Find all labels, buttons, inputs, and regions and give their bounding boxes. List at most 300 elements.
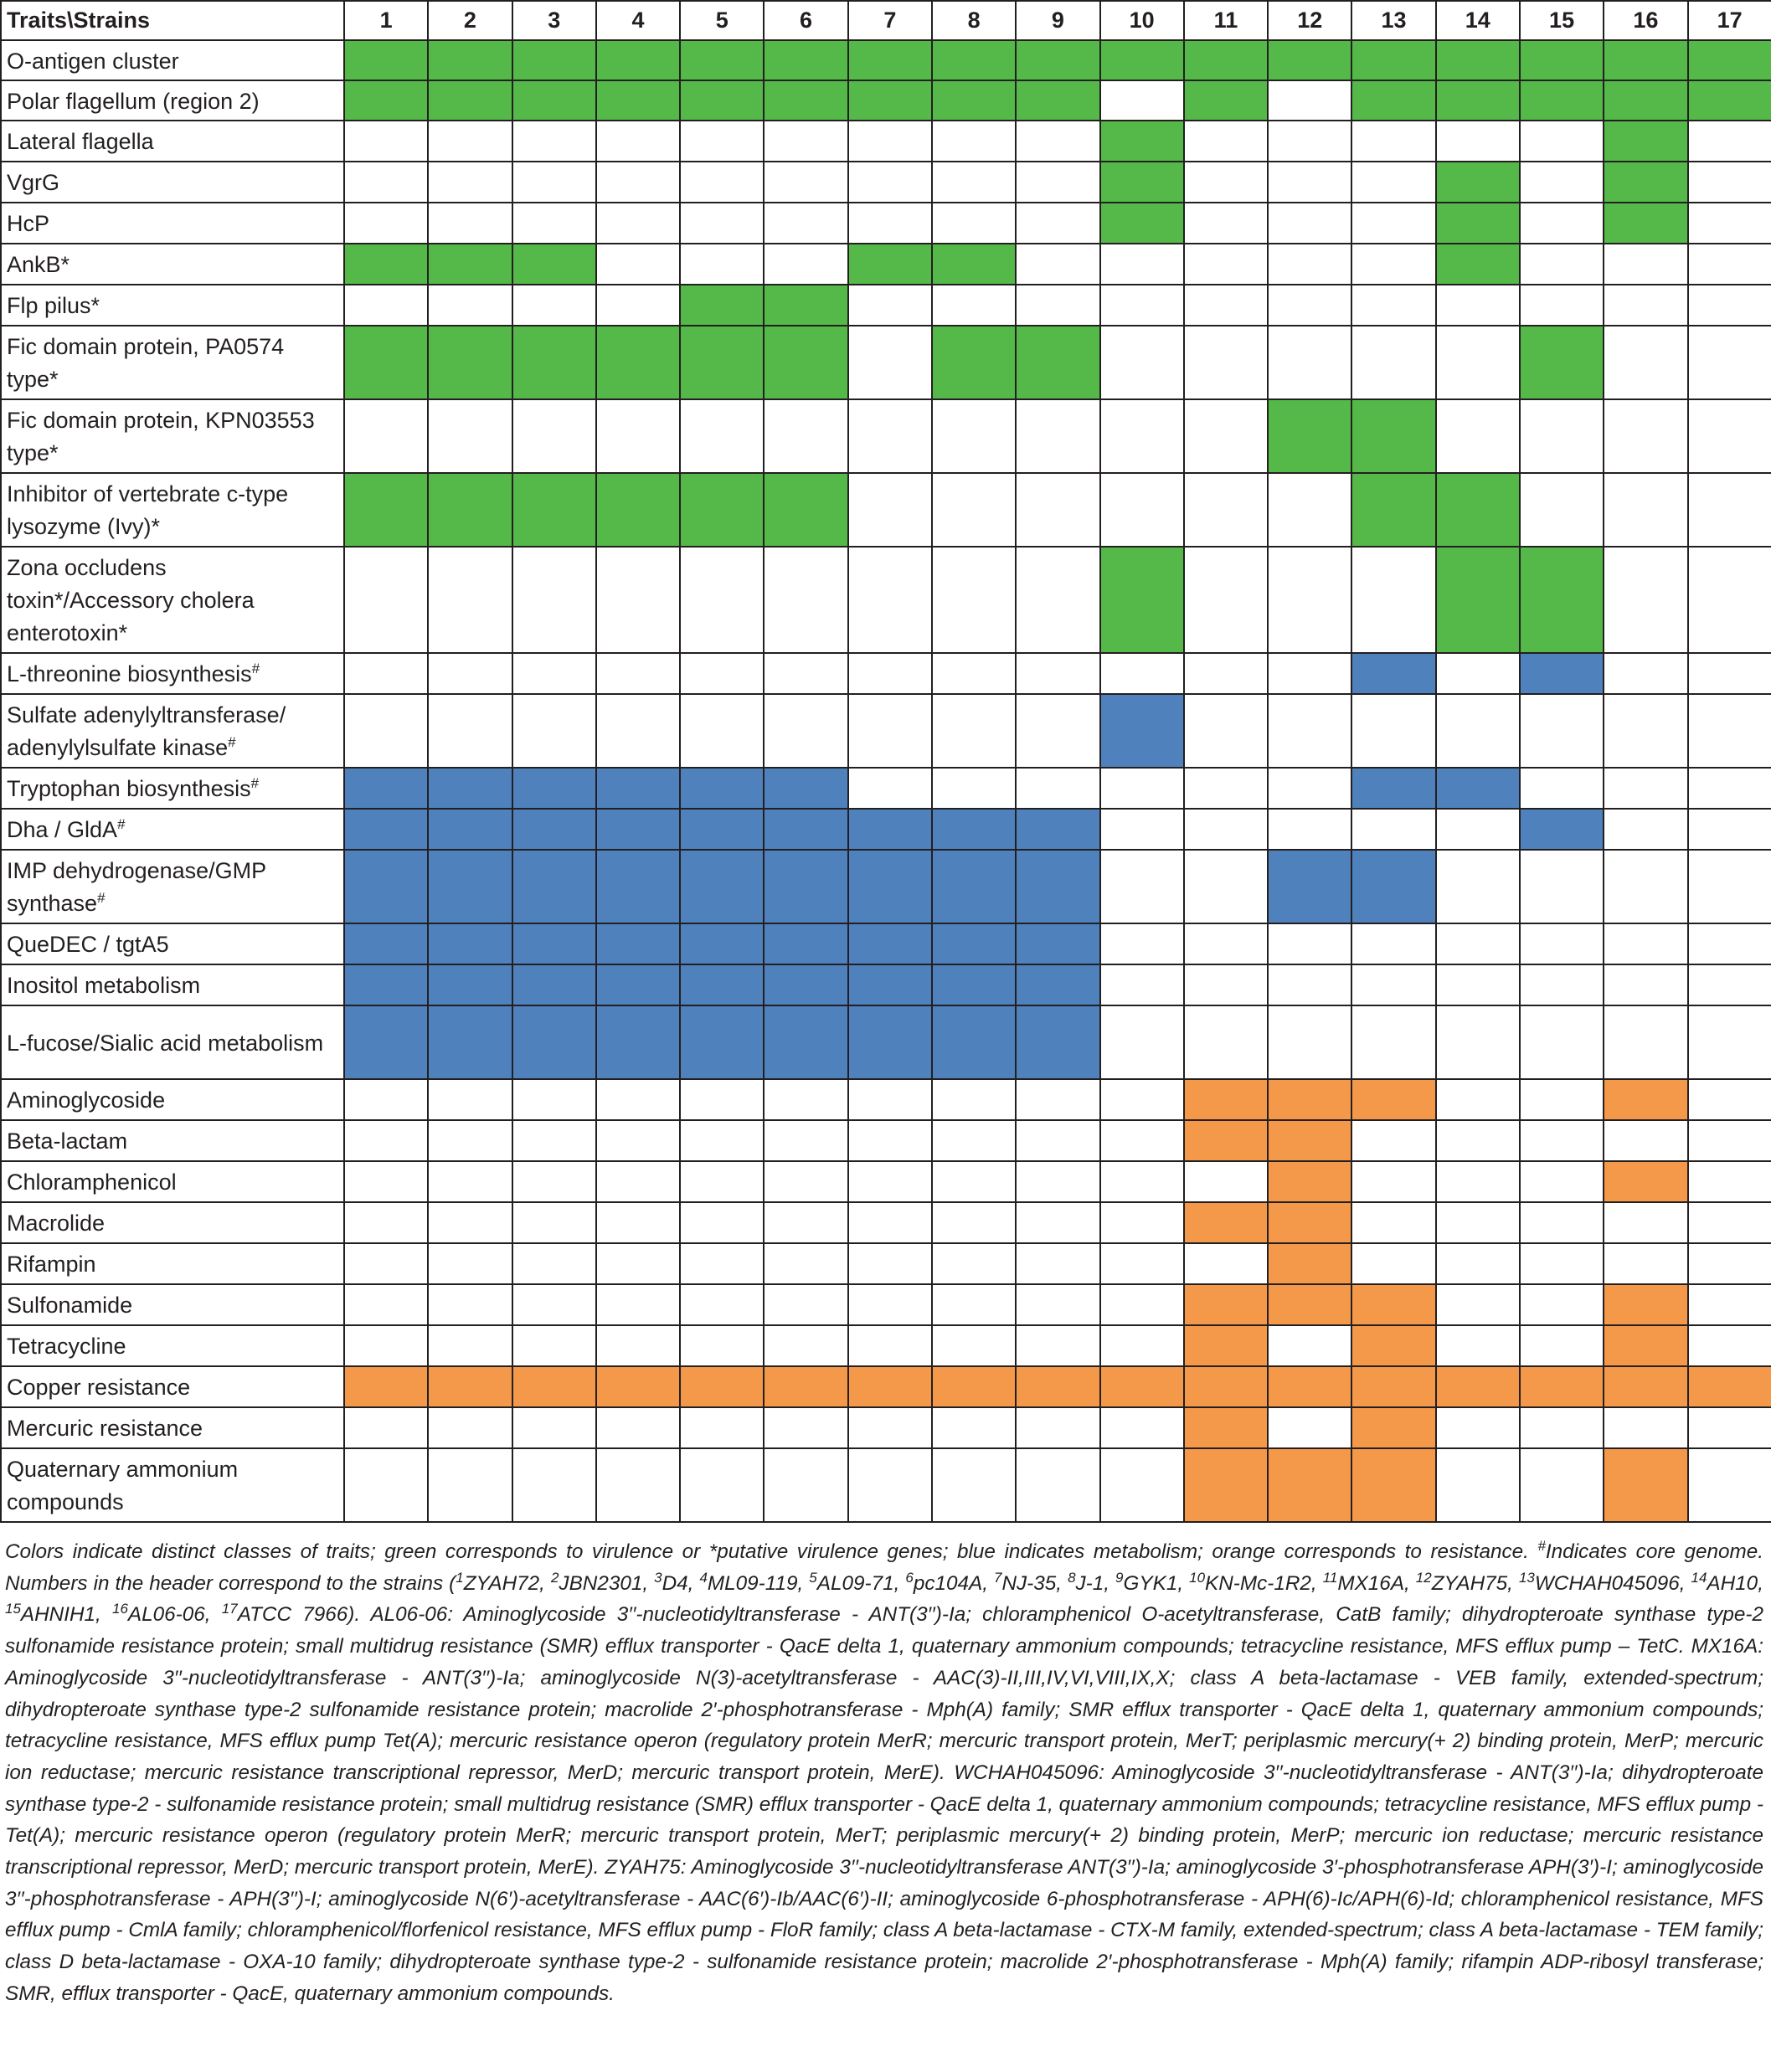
trait-cell: [932, 1325, 1016, 1366]
trait-cell: [1016, 473, 1099, 547]
trait-cell: [512, 923, 596, 964]
trait-cell: [512, 473, 596, 547]
trait-cell: [1016, 1284, 1099, 1325]
trait-cell: [512, 1448, 596, 1522]
table-row: [1, 694, 1771, 768]
trait-cell: [1520, 1366, 1604, 1407]
trait-cell: [932, 1202, 1016, 1243]
trait-cell: [596, 121, 680, 162]
trait-cell: [1100, 1325, 1184, 1366]
trait-cell: [1016, 694, 1099, 768]
trait-cell: [764, 121, 847, 162]
trait-cell: [428, 399, 512, 473]
table-row: [1, 162, 1771, 203]
trait-cell: [1100, 768, 1184, 809]
trait-cell: [680, 923, 764, 964]
trait-cell: [1016, 162, 1099, 203]
trait-cell: [596, 1161, 680, 1202]
trait-cell: [1688, 850, 1771, 923]
trait-cell: [596, 1325, 680, 1366]
trait-cell: [1100, 162, 1184, 203]
trait-cell: [512, 547, 596, 653]
trait-cell: [1351, 80, 1435, 121]
trait-cell: [428, 1120, 512, 1161]
trait-cell: [1604, 547, 1687, 653]
trait-cell: [680, 203, 764, 244]
trait-cell: [596, 1366, 680, 1407]
trait-cell: [1100, 1407, 1184, 1448]
trait-cell: [1436, 1079, 1520, 1120]
trait-cell: [344, 1079, 428, 1120]
trait-cell: [764, 473, 847, 547]
trait-cell: [1351, 326, 1435, 399]
table-row: [1, 1407, 1771, 1448]
strain-header: 8: [932, 1, 1016, 40]
trait-cell: [1016, 203, 1099, 244]
trait-cell: [428, 203, 512, 244]
trait-cell: [932, 203, 1016, 244]
trait-cell: [596, 1079, 680, 1120]
trait-cell: [1520, 326, 1604, 399]
trait-cell: [596, 1005, 680, 1079]
trait-cell: [1520, 162, 1604, 203]
trait-cell: [1688, 1407, 1771, 1448]
trait-cell: [1604, 121, 1687, 162]
trait-cell: [1268, 162, 1351, 203]
trait-cell: [1100, 121, 1184, 162]
trait-cell: [1436, 1243, 1520, 1284]
trait-cell: [1100, 694, 1184, 768]
trait-label: VgrG: [1, 162, 344, 203]
strain-header: 2: [428, 1, 512, 40]
trait-cell: [848, 1120, 932, 1161]
trait-cell: [932, 850, 1016, 923]
table-row: [1, 1120, 1771, 1161]
trait-cell: [1184, 121, 1268, 162]
trait-cell: [680, 244, 764, 285]
trait-cell: [512, 285, 596, 326]
table-row: [1, 1243, 1771, 1284]
table-caption: Colors indicate distinct classes of traits; green corresponds to virulence or *putative virulence genes; blue indicates metabolism; orange corresponds to resistance. #Indicates core genome. Numbers in the header correspond to the strains ($^1$ZYAH72, $^2$JBN2301, $^3$D4, $^4$ML09-119, $^5$AL09-71, $^6$pc104A, $^7$NJ-35, $^8$J-1, $^9$GYK1, $^{10}$KN-Mc-1R2, $^{11}$MX16A, $^{12}$ZYAH75, $^{13}$WCHAH045096, $^{14}$AH10, $^{15}$AHNIH1, $^{16}$AL06-06, $^{17}$ATCC 7966). AL06-06: Aminoglycoside 3′′-nucleotidyltransferase - ANT(3′′)-Ia; chloramphenicol O-acetyltransferase, CatB family; dihydropteroate synthase type-2 sulfonamide resistance protein; small multidrug resistance (SMR) efflux transporter - QacE delta 1, quaternary ammonium compounds; tetracycline resistance, MFS efflux pump – TetC. MX16A: Aminoglycoside 3′′-nucleotidyltransferase - ANT(3′′)-Ia; aminoglycoside N(3)-acetyltransferase - AAC(3)-II,III,IV,VI,VIII,IX,X; class A beta-lactamase - VEB family, extended-spectrum; dihydropteroate synthase type-2 sulfonamide resistance protein; macrolide 2′-phosphotransferase - Mph(A) family; SMR efflux transporter - QacE delta 1, quaternary ammonium compounds; tetracycline resistance, MFS efflux pump Tet(A); mercuric resistance operon (regulatory protein MerR; mercuric transport protein, MerT; periplasmic mercury(+ 2) binding protein, MerP; mercuric ion reductase; mercuric resistance transcriptional repressor, MerD; mercuric transport protein, MerE). WCHAH045096: Aminoglycoside 3′′-nucleotidyltransferase - ANT(3′′)-Ia; dihydropteroate synthase type-2 - sulfonamide resistance protein; small multidrug resistance (SMR) efflux transporter - QacE delta 1, quaternary ammonium compounds; tetracycline resistance, MFS efflux pump - Tet(A); mercuric resistance operon (regulatory protein MerR; mercuric transport protein, MerT; periplasmic mercury(+ 2) binding protein, MerP; mercuric ion reductase; mercuric resistance transcriptional repressor, MerD; mercuric transport protein, MerE). ZYAH75: Aminoglycoside 3′′-nucleotidyltransferase ANT(3′′)-Ia; aminoglycoside 3′-phosphotransferase APH(3′)-I; aminoglycoside 3′′-phosphotransferase - APH(3′′)-I; aminoglycoside N(6′)-acetyltransferase - AAC(6′)-Ib/AAC(6′)-II; aminoglycoside 6-phosphotransferase - APH(6)-Ic/APH(6)-Id; chloramphenicol resistance, MFS efflux pump - CmlA family; chloramphenicol/florfenicol resistance, MFS efflux pump - FloR family; class A beta-lactamase - CTX-M family, extended-spectrum; class A beta-lactamase - TEM family; class D beta-lactamase - OXA-10 family; dihydropteroate synthase type-2 - sulfonamide resistance protein; macrolide 2′-phosphotransferase - Mph(A) family; rifampin ADP-ribosyl transferase; SMR, efflux transporter - QacE, quaternary ammonium compounds.: [5, 1537, 1763, 2005]
trait-cell: [344, 399, 428, 473]
trait-cell: [764, 80, 847, 121]
trait-cell: [1604, 1284, 1687, 1325]
trait-label: IMP dehydrogenase/GMP synthase#: [1, 850, 344, 923]
trait-cell: [680, 1120, 764, 1161]
core-genome-mark: #: [228, 734, 236, 750]
trait-cell: [1351, 162, 1435, 203]
trait-cell: [1436, 1202, 1520, 1243]
trait-cell: [764, 40, 847, 80]
trait-cell: [1184, 923, 1268, 964]
trait-cell: [512, 1079, 596, 1120]
trait-cell: [1520, 809, 1604, 850]
trait-cell: [1268, 1161, 1351, 1202]
trait-cell: [596, 923, 680, 964]
trait-cell: [596, 1448, 680, 1522]
trait-cell: [932, 809, 1016, 850]
trait-label: Tetracycline: [1, 1325, 344, 1366]
trait-cell: [1016, 399, 1099, 473]
trait-cell: [680, 1448, 764, 1522]
trait-cell: [1688, 326, 1771, 399]
trait-cell: [1016, 1079, 1099, 1120]
trait-cell: [344, 1161, 428, 1202]
trait-cell: [1604, 1243, 1687, 1284]
trait-cell: [1688, 1161, 1771, 1202]
trait-cell: [1100, 40, 1184, 80]
trait-cell: [512, 399, 596, 473]
trait-cell: [596, 1243, 680, 1284]
trait-cell: [1100, 1448, 1184, 1522]
trait-cell: [1184, 1202, 1268, 1243]
table-row: [1, 809, 1771, 850]
trait-cell: [1520, 1202, 1604, 1243]
trait-cell: [1016, 1120, 1099, 1161]
trait-cell: [1268, 1079, 1351, 1120]
trait-cell: [428, 1005, 512, 1079]
trait-cell: [1436, 923, 1520, 964]
trait-cell: [932, 1005, 1016, 1079]
trait-cell: [428, 121, 512, 162]
trait-cell: [680, 1366, 764, 1407]
trait-cell: [428, 809, 512, 850]
trait-cell: [1351, 203, 1435, 244]
core-genome-mark: #: [97, 890, 106, 906]
corner-header: Traits\Strains: [1, 1, 344, 40]
trait-cell: [848, 1243, 932, 1284]
trait-cell: [344, 923, 428, 964]
trait-cell: [1100, 203, 1184, 244]
trait-cell: [1016, 1407, 1099, 1448]
trait-cell: [344, 1202, 428, 1243]
trait-cell: [680, 964, 764, 1005]
trait-cell: [1604, 1120, 1687, 1161]
trait-label: Dha / GldA#: [1, 809, 344, 850]
trait-cell: [764, 850, 847, 923]
trait-cell: [932, 1243, 1016, 1284]
trait-cell: [1604, 1407, 1687, 1448]
trait-cell: [848, 121, 932, 162]
trait-cell: [764, 285, 847, 326]
trait-cell: [1520, 399, 1604, 473]
trait-cell: [680, 162, 764, 203]
trait-label: AnkB*: [1, 244, 344, 285]
trait-cell: [1016, 1325, 1099, 1366]
trait-cell: [1604, 326, 1687, 399]
table-row: [1, 121, 1771, 162]
trait-cell: [764, 1120, 847, 1161]
strain-header: 15: [1520, 1, 1604, 40]
trait-cell: [1436, 964, 1520, 1005]
trait-cell: [1351, 473, 1435, 547]
trait-label: Sulfonamide: [1, 1284, 344, 1325]
trait-cell: [1688, 1284, 1771, 1325]
trait-cell: [596, 850, 680, 923]
trait-cell: [1268, 244, 1351, 285]
trait-cell: [932, 694, 1016, 768]
trait-cell: [1184, 285, 1268, 326]
trait-label: Sulfate adenylyltransferase/ adenylylsulfate kinase#: [1, 694, 344, 768]
trait-cell: [1016, 326, 1099, 399]
trait-cell: [344, 809, 428, 850]
trait-cell: [428, 1448, 512, 1522]
trait-cell: [1100, 1284, 1184, 1325]
trait-cell: [932, 1284, 1016, 1325]
table-row: [1, 653, 1771, 694]
trait-cell: [596, 80, 680, 121]
trait-cell: [1520, 473, 1604, 547]
trait-cell: [1688, 768, 1771, 809]
trait-cell: [1520, 1284, 1604, 1325]
trait-cell: [680, 40, 764, 80]
trait-cell: [1604, 768, 1687, 809]
trait-cell: [680, 547, 764, 653]
trait-cell: [764, 1161, 847, 1202]
trait-cell: [932, 1407, 1016, 1448]
table-row: [1, 399, 1771, 473]
trait-cell: [512, 162, 596, 203]
table-row: [1, 285, 1771, 326]
strain-header: 12: [1268, 1, 1351, 40]
trait-cell: [932, 1120, 1016, 1161]
trait-cell: [680, 1243, 764, 1284]
trait-cell: [1184, 1161, 1268, 1202]
trait-cell: [1436, 1448, 1520, 1522]
table-row: [1, 244, 1771, 285]
trait-cell: [1688, 244, 1771, 285]
trait-cell: [1351, 285, 1435, 326]
trait-cell: [764, 203, 847, 244]
trait-cell: [1604, 694, 1687, 768]
trait-cell: [764, 809, 847, 850]
trait-cell: [932, 40, 1016, 80]
trait-cell: [932, 1079, 1016, 1120]
trait-cell: [1351, 121, 1435, 162]
trait-cell: [1351, 1202, 1435, 1243]
trait-cell: [512, 326, 596, 399]
trait-cell: [680, 1284, 764, 1325]
table-row: [1, 1325, 1771, 1366]
trait-cell: [1351, 1079, 1435, 1120]
trait-cell: [596, 473, 680, 547]
trait-cell: [1436, 473, 1520, 547]
trait-cell: [1016, 1161, 1099, 1202]
trait-cell: [932, 1161, 1016, 1202]
trait-cell: [680, 80, 764, 121]
trait-cell: [1100, 1366, 1184, 1407]
trait-cell: [680, 850, 764, 923]
trait-cell: [1436, 1325, 1520, 1366]
trait-cell: [1351, 923, 1435, 964]
trait-cell: [848, 547, 932, 653]
trait-cell: [932, 1366, 1016, 1407]
trait-cell: [848, 80, 932, 121]
trait-cell: [428, 964, 512, 1005]
trait-cell: [1268, 473, 1351, 547]
trait-cell: [1100, 473, 1184, 547]
trait-cell: [512, 768, 596, 809]
trait-cell: [1016, 121, 1099, 162]
strain-header: 3: [512, 1, 596, 40]
trait-cell: [1268, 1202, 1351, 1243]
trait-cell: [680, 326, 764, 399]
trait-cell: [764, 547, 847, 653]
trait-label: Beta-lactam: [1, 1120, 344, 1161]
strain-header: 11: [1184, 1, 1268, 40]
trait-cell: [344, 326, 428, 399]
trait-label: L-threonine biosynthesis#: [1, 653, 344, 694]
trait-cell: [1688, 1366, 1771, 1407]
trait-cell: [1688, 473, 1771, 547]
trait-label: Flp pilus*: [1, 285, 344, 326]
trait-cell: [1688, 1448, 1771, 1522]
trait-cell: [848, 1407, 932, 1448]
trait-cell: [932, 285, 1016, 326]
trait-cell: [344, 80, 428, 121]
trait-cell: [1100, 809, 1184, 850]
trait-cell: [848, 653, 932, 694]
trait-cell: [932, 121, 1016, 162]
trait-cell: [1688, 80, 1771, 121]
trait-label: Copper resistance: [1, 1366, 344, 1407]
trait-cell: [1184, 1366, 1268, 1407]
trait-cell: [344, 547, 428, 653]
trait-cell: [428, 1325, 512, 1366]
trait-cell: [1016, 809, 1099, 850]
trait-cell: [1268, 768, 1351, 809]
trait-cell: [428, 473, 512, 547]
trait-cell: [1351, 1284, 1435, 1325]
trait-label: O-antigen cluster: [1, 40, 344, 80]
strain-header: 4: [596, 1, 680, 40]
trait-cell: [1100, 1120, 1184, 1161]
trait-cell: [428, 40, 512, 80]
trait-cell: [428, 1284, 512, 1325]
trait-cell: [848, 1366, 932, 1407]
trait-cell: [1436, 1120, 1520, 1161]
trait-cell: [428, 1079, 512, 1120]
trait-cell: [1436, 653, 1520, 694]
trait-cell: [596, 162, 680, 203]
table-row: [1, 768, 1771, 809]
trait-cell: [1351, 1120, 1435, 1161]
trait-cell: [764, 1407, 847, 1448]
trait-label: Polar flagellum (region 2): [1, 80, 344, 121]
strain-header: 10: [1100, 1, 1184, 40]
trait-cell: [344, 1284, 428, 1325]
trait-cell: [596, 203, 680, 244]
trait-cell: [596, 399, 680, 473]
trait-cell: [680, 1079, 764, 1120]
trait-cell: [1604, 1161, 1687, 1202]
trait-cell: [848, 1202, 932, 1243]
trait-cell: [1604, 1325, 1687, 1366]
trait-cell: [764, 1448, 847, 1522]
trait-cell: [1016, 923, 1099, 964]
trait-cell: [1688, 1202, 1771, 1243]
trait-cell: [1100, 964, 1184, 1005]
trait-cell: [512, 653, 596, 694]
strain-header: 1: [344, 1, 428, 40]
trait-cell: [1184, 1079, 1268, 1120]
trait-cell: [1604, 1079, 1687, 1120]
trait-cell: [1016, 768, 1099, 809]
trait-cell: [680, 809, 764, 850]
trait-cell: [848, 203, 932, 244]
trait-cell: [1351, 768, 1435, 809]
trait-cell: [1100, 1005, 1184, 1079]
trait-cell: [1604, 244, 1687, 285]
trait-cell: [344, 1325, 428, 1366]
trait-cell: [1436, 80, 1520, 121]
trait-cell: [596, 1202, 680, 1243]
table-row: [1, 923, 1771, 964]
trait-cell: [848, 809, 932, 850]
trait-cell: [1520, 1005, 1604, 1079]
trait-label: Zona occludens toxin*/Accessory cholera enterotoxin*: [1, 547, 344, 653]
table-row: [1, 1284, 1771, 1325]
trait-cell: [1016, 40, 1099, 80]
trait-cell: [1351, 40, 1435, 80]
trait-cell: [1436, 547, 1520, 653]
trait-cell: [1351, 1243, 1435, 1284]
trait-cell: [1604, 1202, 1687, 1243]
table-row: [1, 203, 1771, 244]
table-row: [1, 1161, 1771, 1202]
strain-header: 14: [1436, 1, 1520, 40]
trait-cell: [1268, 653, 1351, 694]
trait-cell: [932, 547, 1016, 653]
trait-cell: [1688, 809, 1771, 850]
trait-cell: [596, 768, 680, 809]
trait-cell: [344, 1005, 428, 1079]
trait-cell: [764, 1079, 847, 1120]
trait-cell: [848, 1005, 932, 1079]
trait-cell: [1268, 964, 1351, 1005]
trait-cell: [848, 964, 932, 1005]
trait-cell: [1604, 203, 1687, 244]
trait-cell: [512, 964, 596, 1005]
trait-cell: [512, 40, 596, 80]
trait-cell: [1520, 121, 1604, 162]
trait-cell: [1184, 1407, 1268, 1448]
trait-cell: [848, 162, 932, 203]
trait-cell: [1100, 399, 1184, 473]
core-genome-mark: #: [250, 775, 260, 791]
trait-cell: [344, 1120, 428, 1161]
trait-cell: [1604, 1366, 1687, 1407]
trait-cell: [1436, 694, 1520, 768]
trait-cell: [1184, 162, 1268, 203]
trait-cell: [1520, 40, 1604, 80]
trait-cell: [1184, 1243, 1268, 1284]
trait-cell: [1016, 850, 1099, 923]
trait-cell: [1268, 923, 1351, 964]
trait-cell: [1100, 653, 1184, 694]
trait-cell: [1351, 694, 1435, 768]
trait-cell: [1184, 809, 1268, 850]
trait-cell: [680, 1161, 764, 1202]
trait-cell: [1688, 121, 1771, 162]
trait-cell: [1688, 399, 1771, 473]
trait-cell: [1351, 1448, 1435, 1522]
trait-cell: [1184, 850, 1268, 923]
trait-cell: [512, 1325, 596, 1366]
trait-cell: [512, 694, 596, 768]
trait-cell: [932, 244, 1016, 285]
trait-cell: [1688, 1120, 1771, 1161]
